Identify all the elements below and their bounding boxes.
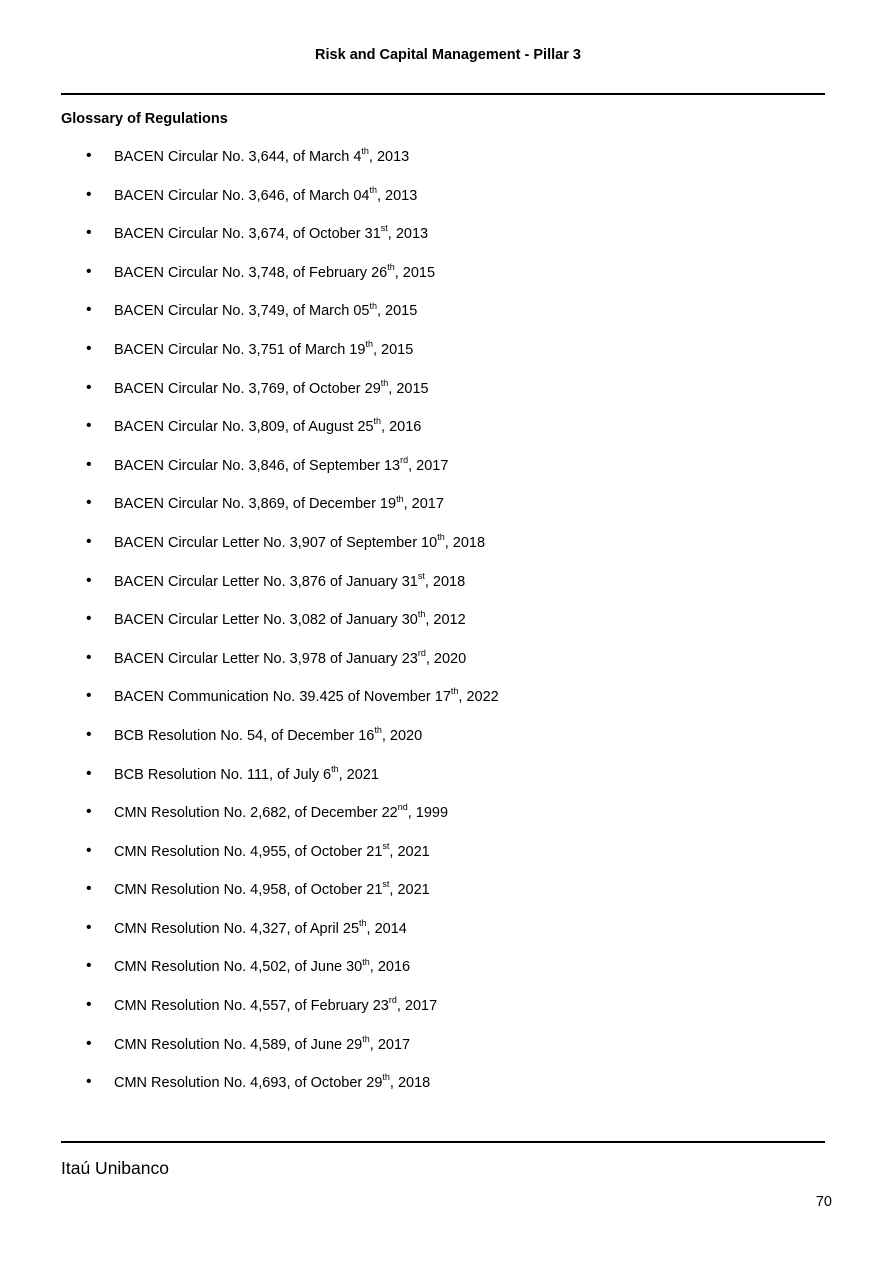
ordinal-suffix: th: [369, 300, 377, 311]
bullet-icon: •: [86, 532, 92, 550]
bullet-icon: •: [86, 1034, 92, 1052]
bullet-icon: •: [86, 224, 92, 242]
regulation-name: BACEN Communication No. 39.425 of November 17: [114, 689, 451, 706]
regulation-name: BACEN Circular No. 3,769, of October 29: [114, 380, 381, 397]
ordinal-suffix: th: [362, 1033, 370, 1044]
ordinal-suffix: st: [382, 879, 390, 890]
bullet-icon: •: [86, 417, 92, 435]
regulation-year: , 2021: [389, 882, 430, 899]
bullet-icon: •: [86, 147, 92, 164]
regulation-name: BACEN Circular No. 3,846, of September 13: [114, 457, 401, 474]
regulation-text: [114, 263, 435, 283]
regulation-name: BACEN Circular No. 3,748, of February 26: [114, 264, 388, 281]
regulation-text: [114, 842, 430, 862]
ordinal-suffix: st: [380, 223, 388, 234]
regulation-text: [114, 803, 448, 823]
regulation-year: , 2022: [458, 689, 499, 706]
regulation-text: [114, 880, 430, 900]
ordinal-suffix: th: [369, 184, 377, 195]
regulation-name: CMN Resolution No. 4,502, of June 30: [114, 959, 363, 976]
regulation-year: , 1999: [407, 805, 449, 822]
regulation-name: CMN Resolution No. 4,327, of April 25: [114, 920, 360, 937]
ordinal-suffix: th: [331, 763, 339, 774]
regulation-text: [114, 1073, 430, 1093]
ordinal-suffix: rd: [417, 647, 426, 658]
bullet-icon: •: [86, 687, 92, 705]
regulation-year: , 2021: [338, 766, 379, 783]
regulation-name: CMN Resolution No. 4,693, of October 29: [114, 1075, 383, 1092]
bullet-icon: •: [86, 185, 92, 203]
regulation-name: CMN Resolution No. 4,557, of February 23: [114, 998, 389, 1015]
regulation-name: CMN Resolution No. 4,958, of October 21: [114, 882, 383, 899]
bullet-icon: •: [86, 262, 92, 280]
ordinal-suffix: st: [417, 570, 425, 581]
bullet-icon: •: [86, 880, 92, 898]
ordinal-suffix: rd: [388, 995, 397, 1006]
regulation-name: CMN Resolution No. 4,589, of June 29: [114, 1036, 363, 1053]
regulation-text: [114, 765, 379, 785]
regulation-year: , 2016: [369, 959, 411, 976]
regulation-text: [114, 340, 413, 360]
regulation-text: [114, 533, 485, 553]
bullet-icon: •: [86, 378, 92, 396]
regulation-year: , 2018: [424, 573, 466, 590]
bullet-icon: •: [86, 339, 92, 357]
ordinal-suffix: th: [380, 377, 389, 388]
regulation-year: , 2017: [408, 457, 449, 474]
ordinal-suffix: th: [387, 261, 395, 272]
regulation-text: [114, 494, 444, 514]
regulation-text: [114, 417, 421, 437]
regulation-name: BCB Resolution No. 111, of July 6: [114, 766, 332, 783]
regulation-text: [114, 726, 422, 746]
regulation-year: , 2020: [425, 650, 467, 667]
regulation-year: , 2018: [444, 534, 486, 551]
footer-company-name: Itaú Unibanco: [61, 1158, 169, 1178]
regulation-text: [114, 456, 448, 476]
regulation-name: BACEN Circular No. 3,751 of March 19: [114, 341, 366, 358]
regulation-year: , 2016: [381, 419, 422, 436]
ordinal-suffix: th: [374, 725, 382, 736]
ordinal-suffix: th: [396, 493, 404, 504]
ordinal-suffix: nd: [397, 802, 408, 813]
ordinal-suffix: th: [365, 339, 373, 350]
regulation-name: CMN Resolution No. 2,682, of December 22: [114, 805, 398, 822]
regulation-text: [114, 610, 466, 630]
ordinal-suffix: th: [450, 686, 459, 697]
regulation-text: [114, 224, 428, 244]
bullet-icon: •: [86, 301, 92, 319]
regulation-year: , 2013: [368, 149, 410, 165]
regulation-year: , 2017: [403, 496, 444, 513]
regulation-year: , 2013: [387, 226, 429, 243]
regulation-name: BACEN Circular No. 3,749, of March 05: [114, 303, 370, 320]
bullet-icon: •: [86, 841, 92, 859]
ordinal-suffix: rd: [400, 454, 409, 465]
regulation-year: , 2020: [381, 727, 423, 744]
regulation-name: BACEN Circular No. 3,809, of August 25: [114, 419, 374, 436]
regulation-text: [114, 649, 466, 669]
bullet-icon: •: [86, 494, 92, 512]
regulation-text: [114, 957, 410, 977]
regulation-text: [114, 186, 417, 206]
regulation-name: BACEN Circular Letter No. 3,978 of January 23: [114, 650, 418, 667]
regulation-text: [114, 919, 407, 939]
regulation-year: , 2015: [376, 303, 418, 320]
section-title: Glossary of Regulations: [61, 111, 228, 127]
regulation-text: [114, 1035, 410, 1055]
bullet-icon: •: [86, 918, 92, 936]
header-divider: [61, 93, 825, 95]
regulation-text: [114, 147, 409, 167]
regulation-year: , 2012: [425, 612, 466, 629]
regulation-year: , 2013: [376, 187, 418, 204]
ordinal-suffix: th: [382, 1072, 390, 1083]
regulation-name: BACEN Circular No. 3,646, of March 04: [114, 187, 370, 204]
bullet-icon: •: [86, 610, 92, 628]
regulation-year: , 2018: [389, 1075, 431, 1092]
regulation-name: BACEN Circular Letter No. 3,907 of September 10: [114, 534, 438, 551]
regulation-year: , 2015: [388, 380, 429, 397]
ordinal-suffix: th: [361, 146, 369, 157]
regulation-year: , 2015: [372, 341, 414, 358]
ordinal-suffix: th: [362, 956, 370, 967]
ordinal-suffix: th: [417, 609, 426, 620]
regulation-name: BACEN Circular No. 3,674, of October 31: [114, 226, 381, 243]
bullet-icon: •: [86, 571, 92, 589]
regulation-year: , 2017: [369, 1036, 411, 1053]
regulation-name: BACEN Circular Letter No. 3,082 of January 30: [114, 612, 418, 629]
page-number: 70: [815, 1194, 832, 1210]
bullet-icon: •: [86, 725, 92, 743]
regulation-name: BACEN Circular No. 3,644, of March 4: [114, 149, 362, 165]
ordinal-suffix: th: [437, 532, 445, 543]
regulation-text: [114, 379, 429, 399]
ordinal-suffix: th: [373, 416, 382, 427]
bullet-icon: •: [86, 957, 92, 975]
regulation-year: , 2017: [396, 998, 438, 1015]
regulation-text: [114, 996, 437, 1016]
regulation-name: BACEN Circular Letter No. 3,876 of January 31: [114, 573, 418, 590]
regulation-name: CMN Resolution No. 4,955, of October 21: [114, 843, 383, 860]
regulation-text: [114, 572, 465, 592]
bullet-icon: •: [86, 1073, 92, 1091]
bullet-icon: •: [86, 455, 92, 473]
regulation-name: BACEN Circular No. 3,869, of December 19: [114, 496, 397, 513]
footer-divider: [61, 1141, 825, 1143]
regulation-year: , 2014: [366, 920, 407, 937]
regulation-text: [114, 301, 417, 321]
bullet-icon: •: [86, 648, 92, 666]
ordinal-suffix: st: [382, 840, 390, 851]
bullet-icon: •: [86, 764, 92, 782]
ordinal-suffix: th: [359, 918, 367, 929]
bullet-icon: •: [86, 996, 92, 1014]
page-header-title: Risk and Capital Management - Pillar 3: [315, 47, 581, 63]
regulation-year: , 2021: [389, 843, 430, 860]
regulation-text: [114, 687, 499, 707]
regulation-name: BCB Resolution No. 54, of December 16: [114, 727, 375, 744]
regulation-year: , 2015: [394, 264, 436, 281]
bullet-icon: •: [86, 803, 92, 821]
